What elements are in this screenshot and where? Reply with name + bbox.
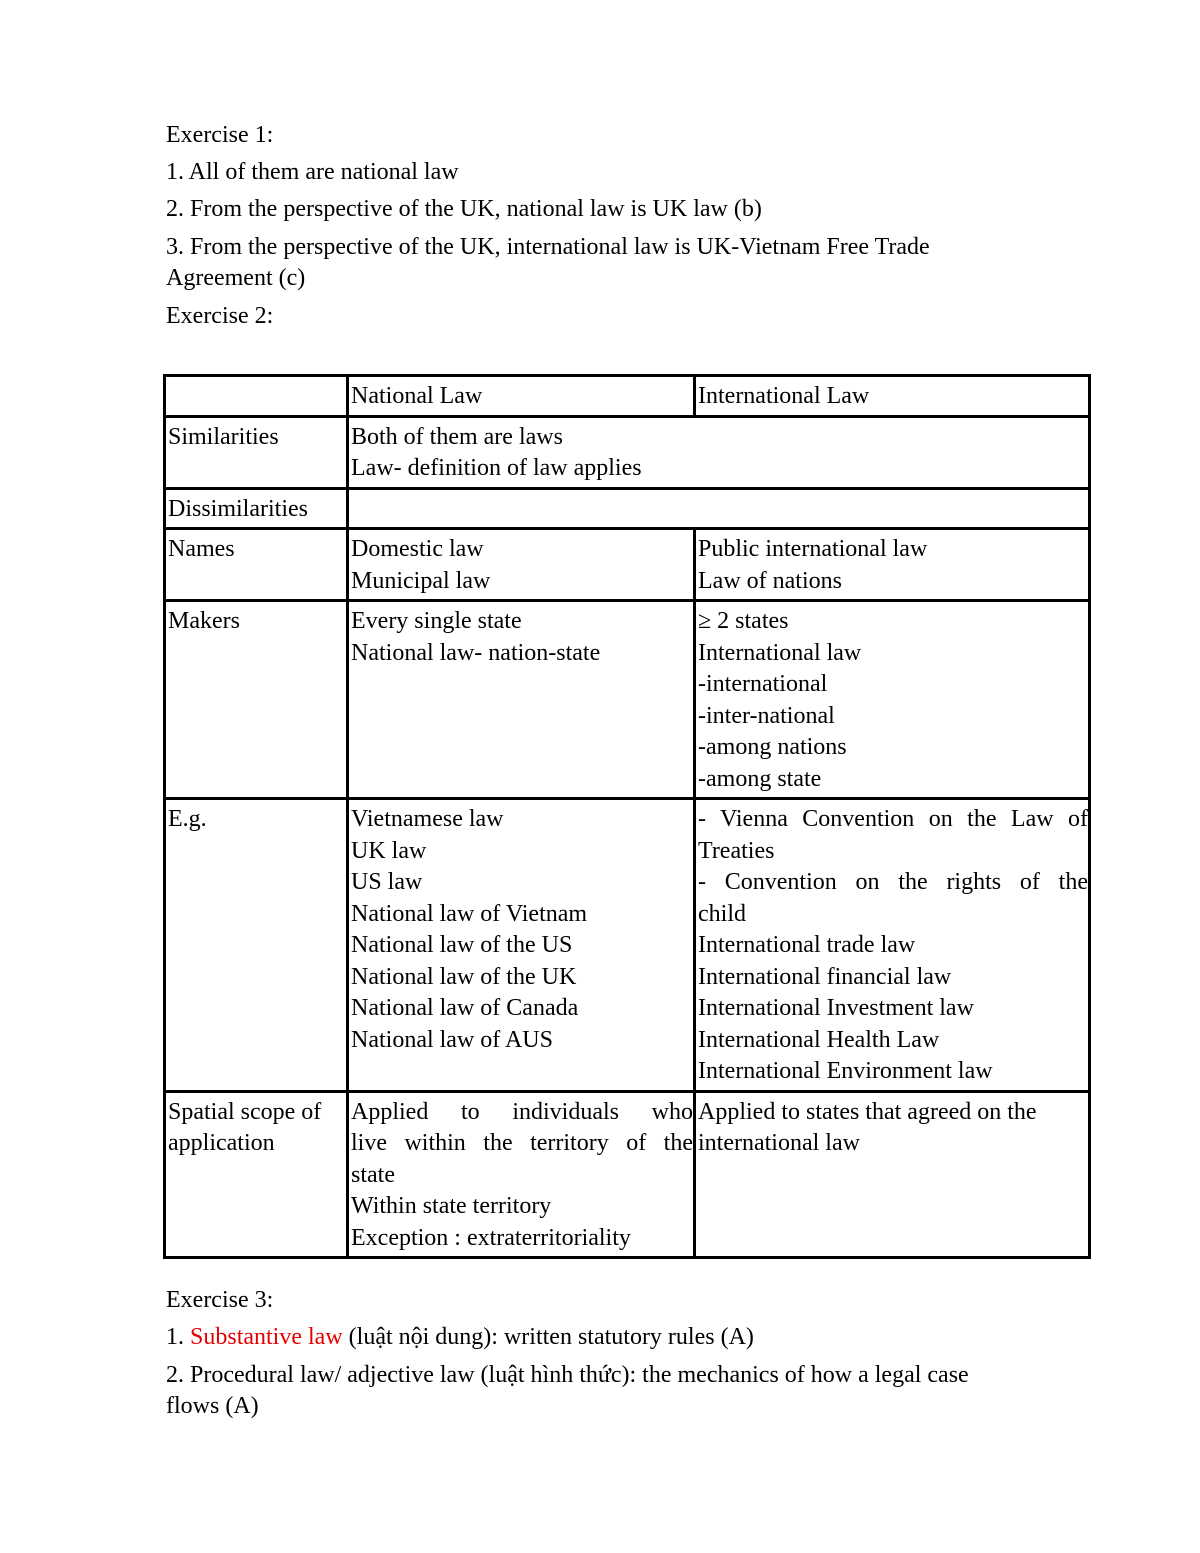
- spatial-scope-international-line: Applied to states that agreed on the: [698, 1098, 1037, 1125]
- spatial-scope-label: Spatial scope of: [168, 1098, 322, 1125]
- exercise1-item-3-cont: Agreement (c): [166, 265, 306, 291]
- spatial-scope-international-line: international law: [698, 1130, 860, 1156]
- exercise1-title: Exercise 1:: [166, 122, 274, 148]
- header-international-law: International Law: [695, 376, 1090, 417]
- spatial-scope-label-cell: [165, 1091, 348, 1258]
- similarities-label: Similarities: [165, 416, 348, 488]
- makers-international-line: -inter-national: [698, 702, 835, 729]
- examples-international-line: International Investment law: [698, 995, 974, 1021]
- names-national-line: Municipal law: [351, 567, 491, 594]
- exercise3-item-2-cont: flows (A): [166, 1393, 259, 1419]
- examples-national-line: US law: [351, 869, 423, 895]
- spatial-scope-national-line: Applied to individuals who: [351, 1098, 693, 1125]
- examples-row: [165, 799, 1090, 1092]
- exercise3-item-1: [166, 1322, 754, 1353]
- exercise2-title: Exercise 2:: [166, 303, 274, 329]
- makers-international-line: ≥ 2 states: [698, 608, 789, 634]
- names-international-cell: [695, 529, 1090, 601]
- examples-international-line: Treaties: [698, 837, 775, 864]
- similarities-row: [165, 416, 1090, 488]
- spatial-scope-national-line: live within the territory of the: [351, 1130, 693, 1156]
- examples-national-line: National law of the US: [351, 932, 573, 958]
- similarities-line: Both of them are laws: [351, 423, 563, 450]
- names-national-cell: [348, 529, 695, 601]
- spatial-scope-national-line: state: [351, 1161, 395, 1188]
- header-national-law: National Law: [348, 376, 695, 417]
- spatial-scope-row: [165, 1091, 1090, 1258]
- exercise1-item-3: 3. From the perspective of the UK, international law is UK-Vietnam Free Trade: [166, 234, 930, 260]
- dissimilarities-row: [165, 488, 1090, 529]
- spatial-scope-national-cell: [348, 1091, 695, 1258]
- examples-national-cell: [348, 799, 695, 1092]
- examples-international-line: International financial law: [698, 963, 952, 990]
- table-header-row: [165, 376, 1090, 417]
- similarities-line: Law- definition of law applies: [351, 455, 642, 481]
- exercise1-item-2: 2. From the perspective of the UK, national law is UK law (b): [166, 196, 762, 222]
- similarities-cell: [348, 416, 1090, 488]
- exercise3-item-1-number: 1.: [166, 1324, 190, 1350]
- examples-national-line: UK law: [351, 837, 427, 864]
- names-national-line: Domestic law: [351, 536, 484, 562]
- names-international-line: Public international law: [698, 536, 928, 562]
- exercise3-title: Exercise 3:: [166, 1287, 274, 1313]
- names-label: Names: [165, 529, 348, 601]
- examples-international-line: International Health Law: [698, 1026, 940, 1053]
- makers-international-cell: [695, 601, 1090, 799]
- spatial-scope-national-line: Within state territory: [351, 1193, 552, 1219]
- examples-international-line: International Environment law: [698, 1058, 993, 1084]
- examples-international-cell: [695, 799, 1090, 1092]
- examples-national-line: National law of AUS: [351, 1026, 553, 1053]
- makers-label: Makers: [165, 601, 348, 799]
- examples-international-line: child: [698, 900, 746, 927]
- exercise3-item-1-text: (luật nội dung): written statutory rules (A): [342, 1324, 754, 1350]
- examples-national-line: National law of the UK: [351, 963, 577, 990]
- comparison-table: [163, 374, 1091, 1259]
- spatial-scope-international-cell: [695, 1091, 1090, 1258]
- exercise3-item-2: 2. Procedural law/ adjective law (luật hình thức): the mechanics of how a legal case: [166, 1362, 969, 1388]
- spatial-scope-label: application: [168, 1130, 275, 1156]
- dissimilarities-label: Dissimilarities: [165, 488, 348, 529]
- spatial-scope-national-line: Exception : extraterritoriality: [351, 1224, 631, 1251]
- makers-international-line: -among nations: [698, 734, 847, 760]
- makers-international-line: -among state: [698, 765, 822, 792]
- makers-row: [165, 601, 1090, 799]
- makers-international-line: International law: [698, 639, 862, 666]
- examples-international-line: - Convention on the rights of the: [698, 869, 1088, 895]
- examples-national-line: National law of Canada: [351, 995, 579, 1021]
- makers-national-cell: [348, 601, 695, 799]
- exercise1-item-1: 1. All of them are national law: [166, 159, 459, 185]
- examples-national-line: National law of Vietnam: [351, 900, 588, 927]
- examples-label: E.g.: [165, 799, 348, 1092]
- comparison-table-container: [163, 374, 1091, 1259]
- names-international-line: Law of nations: [698, 567, 842, 594]
- makers-national-line: Every single state: [351, 608, 522, 634]
- dissimilarities-empty-cell: [348, 488, 1090, 529]
- examples-international-line: - Vienna Convention on the Law of: [698, 806, 1088, 832]
- examples-national-line: Vietnamese law: [351, 806, 504, 832]
- names-row: [165, 529, 1090, 601]
- makers-international-line: -international: [698, 671, 828, 697]
- makers-national-line: National law- nation-state: [351, 639, 601, 666]
- examples-international-line: International trade law: [698, 932, 916, 958]
- header-empty-cell: [165, 376, 348, 417]
- substantive-law-term: Substantive law: [190, 1324, 343, 1350]
